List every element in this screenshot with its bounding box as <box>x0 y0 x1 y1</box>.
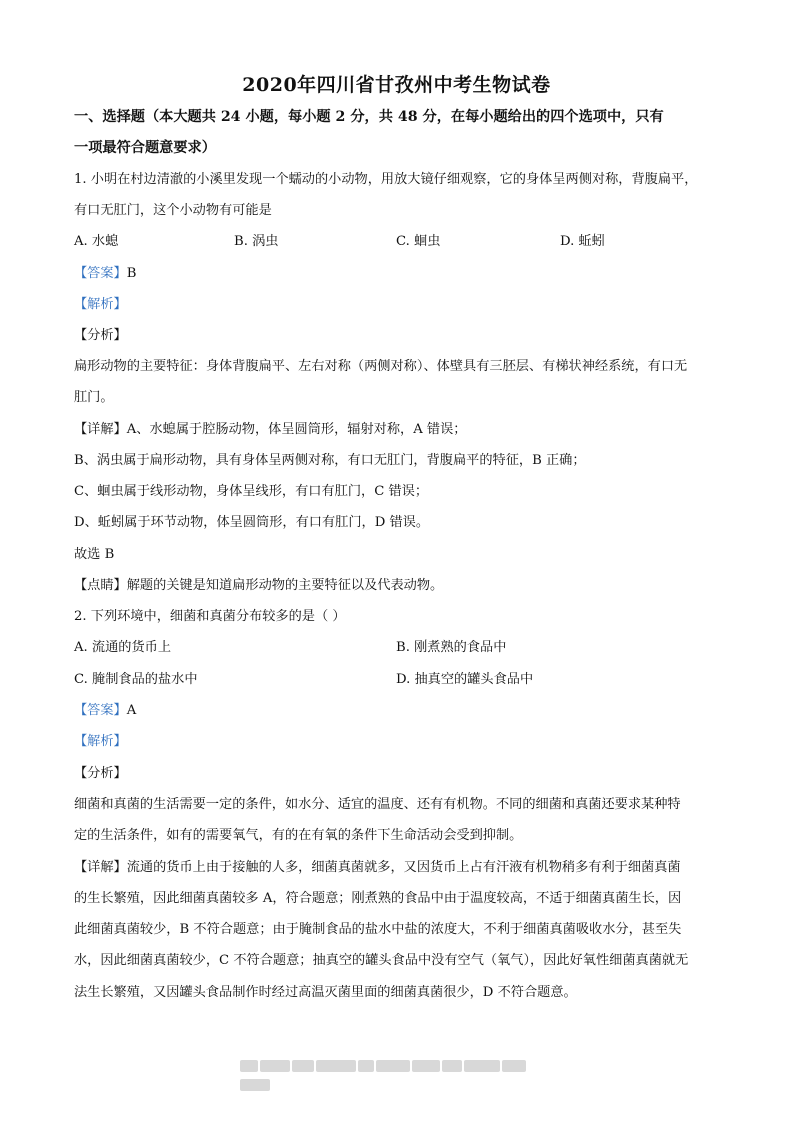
answer-label: 【答案】 <box>74 266 127 281</box>
q2-analysis-label: 【解析】 <box>74 734 127 749</box>
answer-value: A <box>126 703 137 718</box>
q1-stem-line1: 1. 小明在村边清澈的小溪里发现一个蠕动的小动物，用放大镜仔细观察，它的身体呈两侧对称，背腹扁平， <box>74 172 698 187</box>
q1-fenxi-label: 【分析】 <box>74 328 127 343</box>
q2-stem: 2. 下列环境中，细菌和真菌分布较多的是（ ） <box>74 609 346 624</box>
answer-label: 【答案】 <box>74 703 127 718</box>
q1-answer <box>74 264 724 284</box>
q1-choose: 故选 B <box>74 547 115 562</box>
q2-detail-line2: 的生长繁殖，因此细菌真菌较多 A，符合题意；刚煮熟的食品中由于温度较高，不适于细菌真菌生长，因 <box>74 891 682 906</box>
q2-option-c: C. 腌制食品的盐水中 <box>74 672 198 687</box>
q1-detail-line1: 【详解】A、水螅属于腔肠动物，体呈圆筒形，辐射对称，A 错误； <box>74 422 467 437</box>
q2-detail-line3: 此细菌真菌较少，B 不符合题意；由于腌制食品的盐水中盐的浓度大，不利于细菌真菌吸收水分，甚至失 <box>74 922 682 937</box>
q1-detail-line3: C、蛔虫属于线形动物，身体呈线形，有口有肛门，C 错误； <box>74 484 429 499</box>
q1-option-b: B. 涡虫 <box>234 234 279 249</box>
q1-option-d: D. 蚯蚓 <box>560 234 605 249</box>
q1-dianjing: 【点睛】解题的关键是知道扁形动物的主要特征以及代表动物。 <box>74 578 444 593</box>
q1-fenxi-line1: 扁形动物的主要特征：身体背腹扁平、左右对称（两侧对称）、体壁具有三胚层、有梯状神经系统，有口无 <box>74 359 688 374</box>
section-header-line2: 一项最符合题意要求） <box>74 140 216 156</box>
blurred-footer-watermark <box>240 1055 550 1069</box>
section-header-line1: 一、选择题（本大题共 24 小题，每小题 2 分，共 48 分，在每小题给出的四个选项中，只有 <box>74 109 664 125</box>
q1-option-c: C. 蛔虫 <box>396 234 441 249</box>
q1-detail-line2: B、涡虫属于扁形动物，具有身体呈两侧对称，有口无肛门，背腹扁平的特征，B 正确； <box>74 453 586 468</box>
q2-fenxi-label: 【分析】 <box>74 766 127 781</box>
q2-detail-line1: 【详解】流通的货币上由于接触的人多，细菌真菌就多，又因货币上占有汗液有机物稍多有利于细菌真菌 <box>74 860 681 875</box>
q1-fenxi-line2: 肛门。 <box>74 390 114 405</box>
q2-detail-line4: 水，因此细菌真菌较少，C 不符合题意；抽真空的罐头食品中没有空气（氧气），因此好氧性细菌真菌就无 <box>74 953 689 968</box>
q1-detail-line4: D、蚯蚓属于环节动物，体呈圆筒形，有口有肛门，D 错误。 <box>74 515 430 530</box>
document-title: 2020年四川省甘孜州中考生物试卷 <box>242 74 551 96</box>
q2-fenxi-line2: 定的生活条件，如有的需要氧气，有的在有氧的条件下生命活动会受到抑制。 <box>74 828 523 843</box>
answer-value: B <box>126 266 137 281</box>
q2-option-b: B. 刚煮熟的食品中 <box>396 640 507 655</box>
q1-analysis-label: 【解析】 <box>74 297 127 312</box>
q1-stem-line2: 有口无肛门，这个小动物有可能是 <box>74 203 272 218</box>
q2-answer <box>74 701 724 721</box>
q2-fenxi-line1: 细菌和真菌的生活需要一定的条件，如水分、适宜的温度、还有有机物。不同的细菌和真菌还要求某种特 <box>74 797 681 812</box>
q2-detail-line5: 法生长繁殖，又因罐头食品制作时经过高温灭菌里面的细菌真菌很少，D 不符合题意。 <box>74 985 577 1000</box>
q2-option-d: D. 抽真空的罐头食品中 <box>396 672 534 687</box>
q2-option-a: A. 流通的货币上 <box>74 640 172 655</box>
q1-option-a: A. 水螅 <box>74 234 119 249</box>
